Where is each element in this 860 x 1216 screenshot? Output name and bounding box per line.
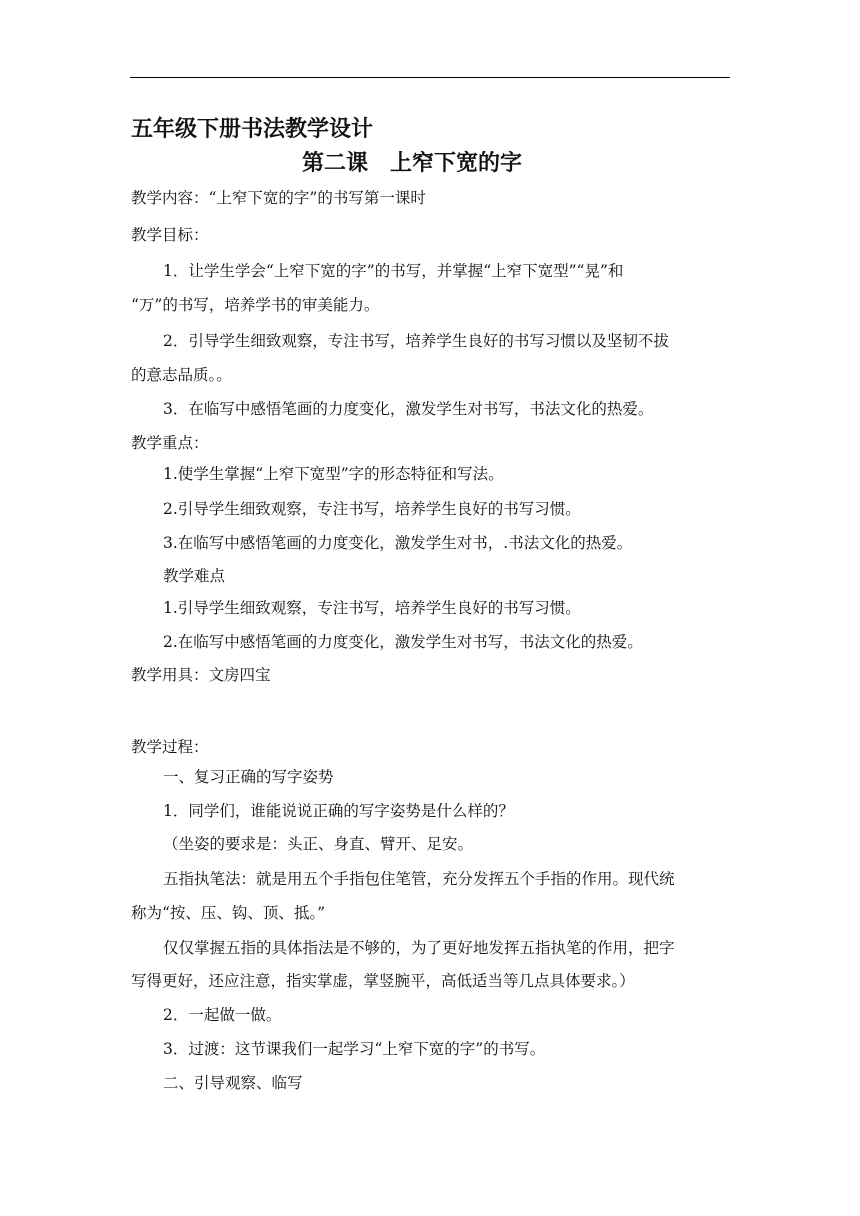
- paragraph-line: 教学难点: [163, 567, 226, 585]
- paragraph-line: 二、引导观察、临写: [163, 1074, 303, 1092]
- document-title: 五年级下册书法教学设计: [131, 117, 374, 142]
- paragraph-line: 2.引导学生细致观察，专注书写，培养学生良好的书写习惯。: [163, 500, 581, 518]
- paragraph-line: 3．在临写中感悟笔画的力度变化，激发学生对书写，书法文化的热爱。: [163, 400, 654, 418]
- paragraph-line: 教学重点：: [131, 434, 209, 452]
- paragraph-line: 1．让学生学会“上窄下宽的字”的书写，并掌握“上窄下宽型”“晃”和: [163, 262, 624, 280]
- paragraph-line: 2.在临写中感悟笔画的力度变化，激发学生对书写，书法文化的热爱。: [163, 633, 643, 651]
- lesson-title: 第二课 上窄下宽的字: [302, 151, 523, 176]
- paragraph-line: 教学过程：: [131, 738, 209, 756]
- paragraph-line: 3．过渡：这节课我们一起学习“上窄下宽的字”的书写。: [163, 1040, 546, 1058]
- paragraph-line: 教学目标：: [131, 226, 209, 244]
- paragraph-line: 教学用具：文房四宝: [131, 666, 271, 684]
- paragraph-line: 2．一起做一做。: [163, 1006, 282, 1024]
- paragraph-line: 称为“按、压、钩、顶、抵。”: [131, 904, 326, 922]
- paragraph-line: 仅仅掌握五指的具体指法是不够的，为了更好地发挥五指执笔的作用，把字: [163, 939, 675, 957]
- paragraph-line: 1.使学生掌握“上窄下宽型”字的形态特征和写法。: [163, 465, 504, 483]
- paragraph-line: （坐姿的要求是：头正、身直、臂开、足安。: [163, 835, 474, 853]
- paragraph-line: 一、复习正确的写字姿势: [163, 768, 334, 786]
- paragraph-line: “万”的书写，培养学书的审美能力。: [131, 296, 380, 314]
- paragraph-line: 2．引导学生细致观察，专注书写，培养学生良好的书写习惯以及坚韧不拔: [163, 332, 669, 350]
- paragraph-line: 写得更好，还应注意，指实掌虚，掌竖腕平，高低适当等几点具体要求。）: [131, 972, 635, 990]
- paragraph-line: 五指执笔法：就是用五个手指包住笔管，充分发挥五个手指的作用。现代统: [163, 870, 675, 888]
- paragraph-line: 3.在临写中感悟笔画的力度变化，激发学生对书，.书法文化的热爱。: [163, 534, 633, 552]
- paragraph-line: 的意志品质。。: [131, 366, 232, 384]
- paragraph-line: 1．同学们，谁能说说正确的写字姿势是什么样的？: [163, 802, 514, 820]
- paragraph-line: 1.引导学生细致观察，专注书写，培养学生良好的书写习惯。: [163, 599, 581, 617]
- header-rule: [130, 77, 730, 78]
- paragraph-line: 教学内容：“上窄下宽的字”的书写第一课时: [131, 189, 426, 207]
